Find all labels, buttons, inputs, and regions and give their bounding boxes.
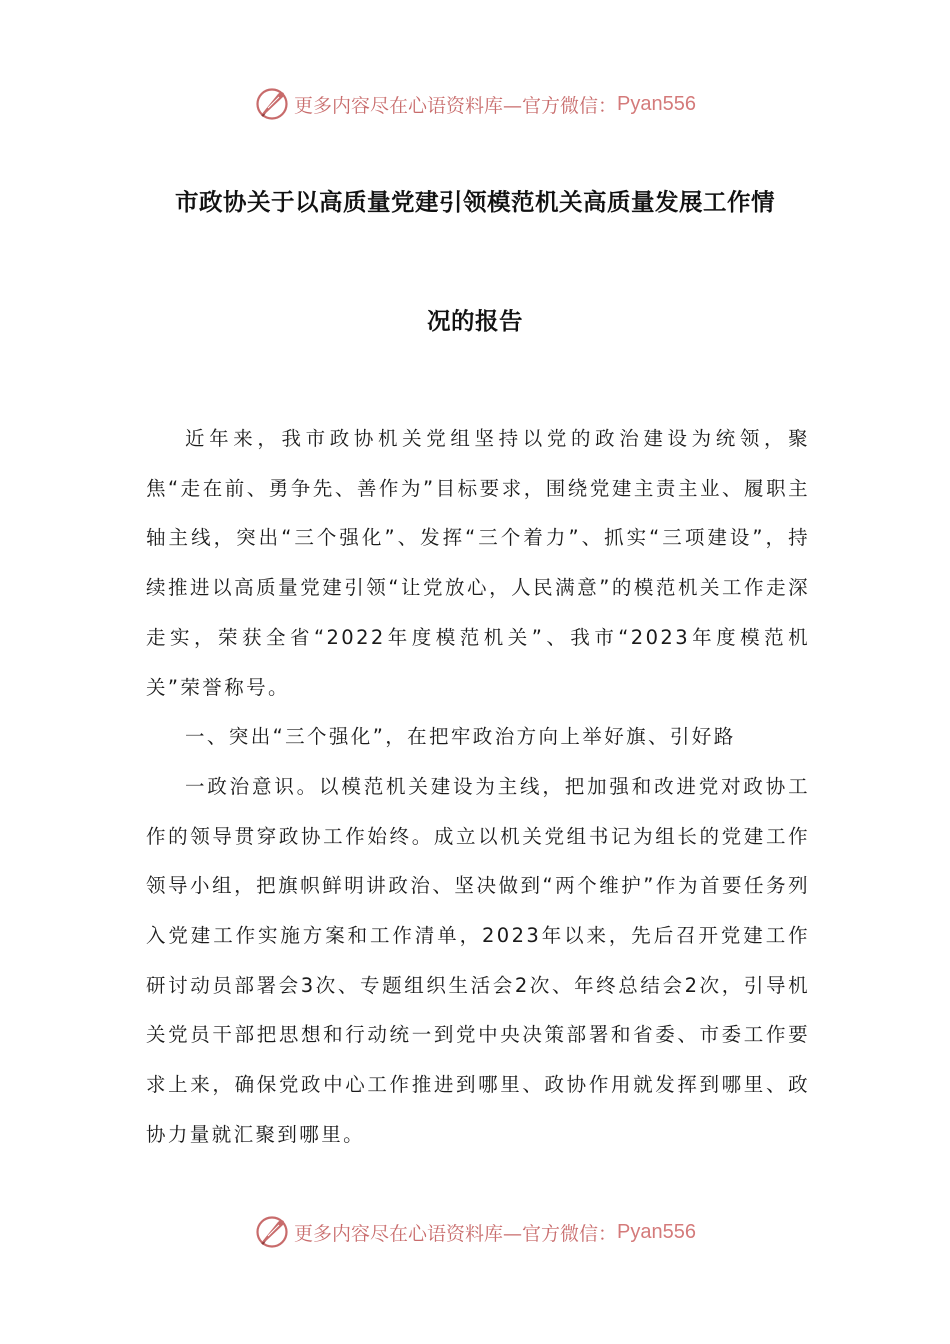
watermark-banner-top <box>0 82 950 126</box>
paragraph-intro: 近年来，我市政协机关党组坚持以党的政治建设为统领，聚焦“走在前、勇争先、善作为”目标要求，围绕党建主责主业、履职主轴主线，突出“三个强化”、发挥“三个着力”、抓实“三项建设”，持续推进以高质量党建引领“让党放心，人民满意”的模范机关工作走深走实，荣获全省“2022年度模范机关”、我市“2023年度模范机关”荣誉称号。 <box>146 427 810 699</box>
watermark-banner-bottom <box>0 1210 950 1254</box>
watermark-text: 更多内容尽在心语资料库—官方微信： <box>294 94 618 117</box>
document-body <box>146 414 810 1160</box>
watermark-wechat-id: Pyan556 <box>617 92 696 115</box>
watermark-wechat-id: Pyan556 <box>617 1220 696 1243</box>
quill-pen-logo-icon <box>254 1214 290 1250</box>
section-heading-1: 一、突出“三个强化”，在把牢政治方向上举好旗、引好路 <box>185 725 736 749</box>
document-title-line-1: 市政协关于以高质量党建引领模范机关高质量发展工作情 <box>175 188 775 216</box>
document-title-line-2: 况的报告 <box>427 307 523 335</box>
watermark-text: 更多内容尽在心语资料库—官方微信： <box>294 1222 618 1245</box>
paragraph-political-awareness: 一政治意识。以模范机关建设为主线，把加强和改进党对政协工作的领导贯穿政协工作始终。成立以机关党组书记为组长的党建工作领导小组，把旗帜鲜明讲政治、坚决做到“两个维护”作为首要任务列入党建工作实施方案和工作清单，2023年以来，先后召开党建工作研讨动员部署会3次、专题组织生活会2次、年终总结会2次，引导机关党员干部把思想和行动统一到党中央决策部署和省委、市委工作要求上来，确保党政中心工作推进到哪里、政协作用就发挥到哪里、政协力量就汇聚到哪里。 <box>146 774 810 1146</box>
quill-pen-logo-icon <box>254 86 290 122</box>
